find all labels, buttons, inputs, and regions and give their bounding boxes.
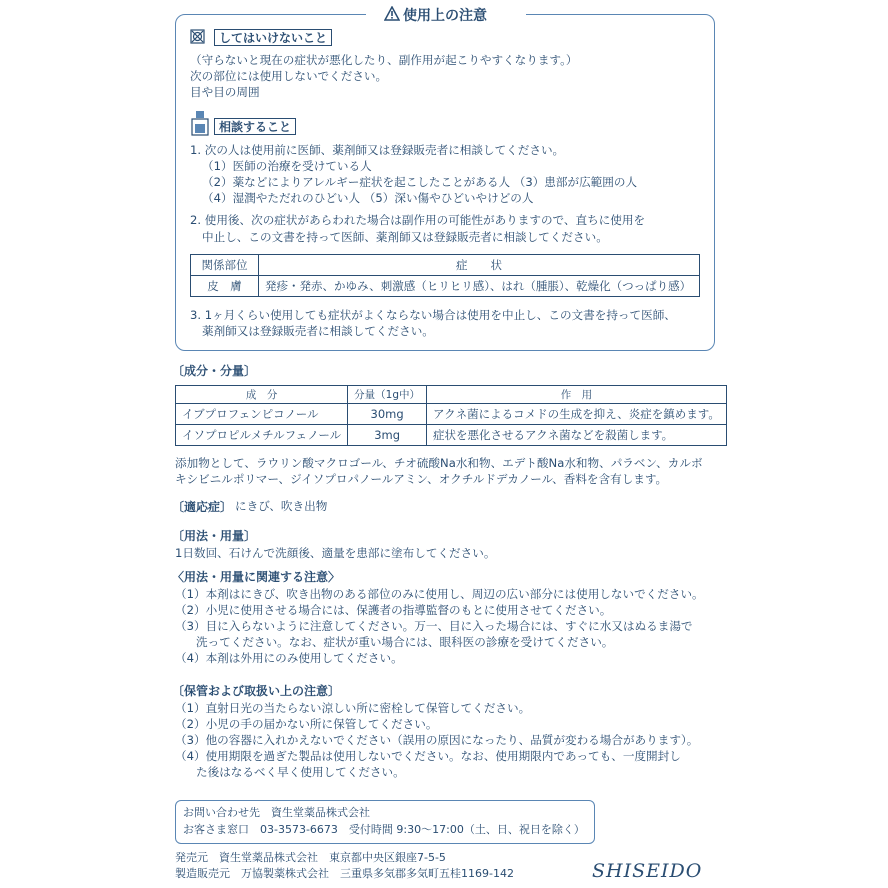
contact-line: お客さま窓口 03-3573-6673 受付時間 9:30～17:00（土、日、祝日を除く） [183,823,585,836]
usage-heading: 〔用法・用量〕 [172,529,257,543]
indication-heading: 〔適応症〕 [172,500,233,514]
usage-notes-heading: 〈用法・用量に関連する注意〉 [172,570,341,584]
consult-line: 1. 次の人は使用前に医師、薬剤師又は登録販売者に相談してください。 [190,143,565,157]
table-cell: 3mg [348,425,427,446]
storage-line: （2）小児の手の届かない所に保管してください。 [175,717,438,731]
indication-text: にきび、吹き出物 [235,499,328,513]
table-cell: アクネ菌によるコメドの生成を抑え、炎症を鎮めます。 [427,404,727,425]
ingredients-table [175,385,727,446]
consult-line: （1）医師の治療を受けている人 [202,159,372,173]
table-header: 関係部位 [191,255,259,276]
dont-line: 目や目の周囲 [190,85,260,99]
maker-line: 製造販売元 万協製薬株式会社 三重県多気郡多気町五桂1169-142 [175,867,514,880]
consult-line: 2. 使用後、次の症状があらわれた場合は副作用の可能性がありますので、直ちに使用を [190,213,646,227]
usage-note-line: （1）本剤はにきび、吹き出物のある部位のみに使用し、周辺の広い部分には使用しないでください。 [175,587,704,601]
table-cell: イブプロフェンピコノール [176,404,348,425]
prohibited-icon [190,29,205,44]
table-cell: 症状を悪化させるアクネ菌などを殺菌します。 [427,425,727,446]
table-row [176,404,727,425]
dont-label: してはいけないこと [214,29,332,46]
dont-line: （守らないと現在の症状が悪化したり、副作用が起こりやすくなります。） [190,53,578,67]
table-header: 成 分 [176,386,348,404]
consult-line: 3. 1ヶ月くらい使用しても症状がよくならない場合は使用を中止し、この文書を持って医師、 [190,308,676,322]
dont-line: 次の部位には使用しないでください。 [190,69,388,83]
table-cell: イソプロピルメチルフェノール [176,425,348,446]
consult-label: 相談すること [214,118,296,135]
table-row [176,425,727,446]
shiseido-logo: SHISEIDO [592,860,703,882]
warning-icon [384,6,400,21]
table-header: 症 状 [259,255,700,276]
usage-note-line: （3）目に入らないように注意してください。万一、目に入った場合には、すぐに水又はぬるま湯で [175,619,693,633]
consult-line: （2）薬などによりアレルギー症状を起こしたことがある人 （3）患部が広範囲の人 [202,175,638,189]
storage-line: （4）使用期限を過ぎた製品は使用しないでください。なお、使用期限内であっても、一度開封し [175,749,681,763]
ingredients-heading: 〔成分・分量〕 [172,364,257,378]
storage-line: （1）直射日光の当たらない涼しい所に密栓して保管してください。 [175,701,531,715]
consult-line: 中止し、この文書を持って医師、薬剤師又は登録販売者に相談してください。 [202,230,608,244]
symptom-table [190,254,700,297]
consult-line: 薬剤師又は登録販売者に相談してください。 [202,324,434,338]
table-header: 分量（1g中） [348,386,427,404]
additives-line: キシビニルポリマー、ジイソプロパノールアミン、オクチルドデカノール、香料を含有します。 [175,472,668,486]
caution-title: 使用上の注意 [403,8,487,24]
table-row [191,276,700,297]
usage-note-line: 洗ってください。なお、症状が重い場合には、眼科医の診療を受けてください。 [196,635,614,649]
seller-line: 発売元 資生堂薬品株式会社 東京都中央区銀座7-5-5 [175,851,446,864]
storage-line: た後はなるべく早く使用してください。 [196,765,405,779]
additives-line: 添加物として、ラウリン酸マクロゴール、チオ硫酸Na水和物、エデト酸Na水和物、パラベン、カルボ [175,456,703,470]
consult-line: （4）湿潤やただれのひどい人 （5）深い傷やひどいやけどの人 [202,191,534,205]
consult-icon [190,110,210,136]
contact-line: お問い合わせ先 資生堂薬品株式会社 [183,806,370,819]
usage-note-line: （2）小児に使用させる場合には、保護者の指導監督のもとに使用させてください。 [175,603,612,617]
storage-heading: 〔保管および取扱い上の注意〕 [172,684,341,698]
usage-note-line: （4）本剤は外用にのみ使用してください。 [175,651,403,665]
usage-text: 1日数回、石けんで洗顔後、適量を患部に塗布してください。 [175,546,496,560]
table-row [191,255,700,276]
storage-line: （3）他の容器に入れかえないでください（誤用の原因になったり、品質が変わる場合があります）。 [175,733,699,747]
table-row [176,386,727,404]
table-cell: 発疹・発赤、かゆみ、刺激感（ヒリヒリ感）、はれ（腫脹）、乾燥化（つっぱり感） [259,276,700,297]
table-header: 作 用 [427,386,727,404]
table-cell: 30mg [348,404,427,425]
table-cell: 皮 膚 [191,276,259,297]
